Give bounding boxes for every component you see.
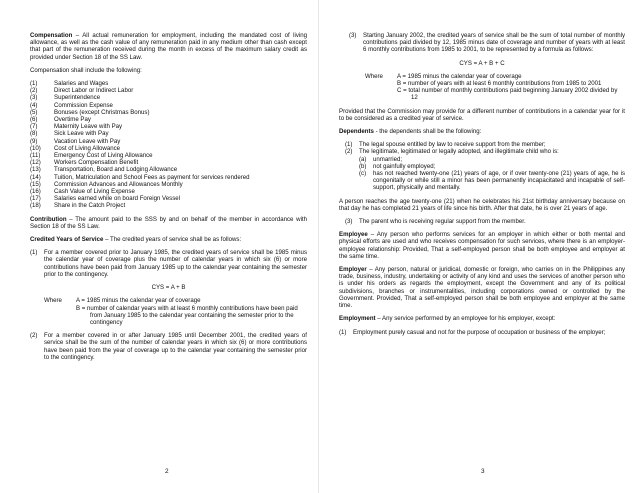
where-b: B = number of years with at least 6 monthly contributions from 1985 to 2001 (397, 80, 602, 88)
list-item-number: (18) (30, 202, 41, 210)
list-item-number: (3) (30, 94, 38, 102)
employee-term: Employee (339, 231, 368, 239)
condition-b-text: not gainfully employed; (373, 162, 436, 170)
credited-rule-3-text: Starting January 2002, the credited years of service shall be the sum of total number of monthly contributions paid divided by 12, 1985 minus date of coverage and number of years with at least 6 monthly contributions from 1985 to 2001, to be represented by a formula as follows: (363, 32, 625, 54)
where-b: B = number of calendar years with at least 6 monthly contributions have been paid from January 1985 to the calendar year containing the semester prior to the contingency (76, 304, 298, 326)
dependent-1-number: (1) (345, 141, 353, 149)
employment-exception-1 (339, 329, 625, 336)
list-item (30, 109, 307, 116)
where-label: Where (365, 72, 383, 80)
dependent-2 (345, 148, 625, 155)
condition-a-text: unmarried; (373, 155, 403, 163)
list-item-text: Direct Labor or Indirect Labor (54, 87, 134, 95)
list-item-number: (14) (30, 173, 41, 181)
list-item-text: Cost of Living Allowance (54, 144, 121, 152)
proviso-paragraph: Provided that the Commission may provide for a different number of contributions in a calendar year for it to be considered as a credited year of service. (339, 107, 625, 122)
list-item-text: Maternity Leave with Pay (54, 123, 123, 131)
list-item-text: Salaries earned while on board Foreign Vessel (54, 195, 181, 203)
list-item (30, 202, 307, 209)
where-body (76, 297, 307, 326)
condition-c-text: has not reached twenty-one (21) years of age, or if over twenty-one (21) years of age, he is congenitally or while still a minor has been permanently incapacitated and incapable of self-support, physically and mentally. (373, 170, 625, 192)
contribution-text: – The amount paid to the SSS by and on behalf of the member in accordance with Section 18 of the SS Law. (30, 215, 307, 230)
dependents-definition (339, 128, 625, 135)
where-body (397, 73, 625, 102)
condition-c (359, 170, 625, 192)
list-item-text: Sick Leave with Pay (54, 130, 109, 138)
dependent-3-text: The parent who is receiving regular support from the member. (359, 218, 526, 226)
list-item-number: (10) (30, 144, 41, 152)
credited-rule-3 (339, 32, 625, 54)
list-item (30, 130, 307, 137)
list-item (30, 166, 307, 173)
list-item-number: (8) (30, 130, 38, 138)
list-item (30, 195, 307, 202)
compensation-definition (30, 32, 307, 61)
credited-years-text: – The credited years of service shall be as follows: (103, 236, 242, 244)
employment-text: – Any service performed by an employee for his employer, except: (375, 315, 556, 323)
list-item-text: Share in the Catch Project (54, 202, 126, 210)
list-item-text: Commission Advances and Allowances Monthly (54, 180, 183, 188)
dependent-1 (345, 141, 625, 148)
employee-text: – Any person who performs services for an employer in which either or both mental and physical efforts are used and who receives compensation for such services, where there is an employer-employee relationship: Provided, That a self-employed person shall be both employee and employer at the same time. (339, 231, 625, 260)
condition-b-letter: (b) (359, 162, 367, 170)
list-item (30, 94, 307, 101)
condition-a (359, 156, 625, 163)
where-a: A = 1985 minus the calendar year of coverage (76, 297, 201, 305)
age-paragraph: A person reaches the age twenty-one (21) when he celebrates his 21st birthday anniversary because on that day he has completed 21 years of life since his birth. After that date, he is over 21 years of age. (339, 197, 625, 212)
list-item (30, 87, 307, 94)
credited-years-term: Credited Years of Service (30, 236, 104, 244)
credited-rule-1-text: For a member covered prior to January 1985, the credited years of service shall be 1985 minus the calendar year of coverage plus the number of calendar years in which six (6) or more contributions have been paid from January 1985 up to the calendar year containing the semester prior to the contingency. (44, 249, 307, 278)
dependents-text: - the dependents shall be the following: (373, 128, 482, 136)
list-item-number: (9) (30, 137, 38, 145)
list-item-number: (2) (30, 87, 38, 95)
list-item-number: (12) (30, 159, 41, 167)
where-label: Where (44, 297, 62, 305)
page-number: 3 (481, 468, 485, 475)
credited-rule-1-formula: CYS = A + B (151, 284, 186, 292)
list-item (30, 102, 307, 109)
employer-text: – Any person, natural or juridical, domestic or foreign, who carries on in the Philippines any trade, business, industry, undertaking or activity of any kind and uses the services of another person who is under his orders as regards the employment, except the Government and any of its political subdivisions, branches or instrumentalities, including corporations owned or controlled by the Government. Provided, That a self-employed person shall be both employee and employer at the same time. (339, 266, 625, 310)
dependents-term: Dependents (339, 128, 374, 136)
dependent-2-number: (2) (345, 148, 353, 156)
list-item-text: Commission Expense (54, 101, 113, 109)
list-item-text: Vacation Leave with Pay (54, 137, 121, 145)
list-item-number: (16) (30, 188, 41, 196)
list-item (30, 80, 307, 87)
employment-term: Employment (339, 315, 376, 323)
employer-term: Employer (339, 266, 367, 274)
list-item-number: (5) (30, 108, 38, 116)
where-a: A = 1985 minus the calendar year of coverage (397, 72, 522, 80)
compensation-text: – All actual remuneration for employment, including the mandated cost of living allowance, as well as the cash value of any remuneration paid in any medium other than cash except that part of the remuneration received during the month in excess of the maximum salary credit as provided under Section 18 of the SS Law. (30, 32, 307, 61)
list-item (30, 116, 307, 123)
employer-definition (339, 266, 625, 309)
credited-rule-1-number: (1) (30, 249, 38, 257)
credited-rule-3-formula: CYS = A + B + C (459, 59, 505, 67)
exception-1-number: (1) (339, 328, 347, 336)
right-column (339, 32, 625, 336)
list-item-number: (6) (30, 116, 38, 124)
list-item-number: (7) (30, 123, 38, 131)
dependent-3-number: (3) (345, 218, 353, 226)
compensation-intro: Compensation shall include the following: (30, 66, 142, 74)
list-item (30, 152, 307, 159)
list-item-text: Superintendence (54, 94, 101, 102)
list-item (30, 181, 307, 188)
list-item (30, 159, 307, 166)
dependent-3 (345, 218, 625, 225)
credited-rule-1 (30, 249, 307, 278)
condition-c-letter: (c) (359, 170, 367, 178)
credited-rule-3-number: (3) (349, 32, 357, 39)
employment-definition (339, 315, 625, 322)
compensation-list (30, 80, 307, 210)
page-right (319, 0, 638, 493)
condition-b (359, 163, 625, 170)
list-item-text: Emergency Cost of Living Allowance (54, 152, 153, 160)
list-item-number: (13) (30, 166, 41, 174)
page-number: 2 (165, 468, 169, 475)
list-item-text: Bonuses (except Christmas Bonus) (54, 108, 150, 116)
list-item (30, 145, 307, 152)
list-item-text: Workers Compensation Benefit (54, 159, 139, 167)
contribution-definition (30, 216, 307, 230)
dependent-1-text: The legal spouse entitled by law to receive support from the member; (359, 141, 546, 149)
condition-a-letter: (a) (359, 155, 367, 163)
list-item (30, 123, 307, 130)
list-item-text: Overtime Pay (54, 116, 91, 124)
compensation-term: Compensation (30, 32, 73, 39)
credited-rule-3-where (365, 73, 625, 102)
list-item-number: (1) (30, 80, 38, 88)
list-item (30, 174, 307, 181)
dependent-2-conditions (359, 156, 625, 192)
list-item (30, 188, 307, 195)
list-item-text: Tuition, Matriculation and School Fees as payment for services rendered (54, 173, 250, 181)
left-column (30, 32, 307, 367)
list-item-text: Salaries and Wages (54, 80, 109, 88)
credited-rule-2 (30, 332, 307, 361)
where-c: C = total number of monthly contributions paid beginning January 2002 divided by 12 (397, 87, 618, 102)
list-item-text: Transportation, Board and Lodging Allowance (54, 166, 178, 174)
exception-1-text: Employment purely casual and not for the purpose of occupation or business of the employer; (353, 328, 606, 336)
list-item-number: (15) (30, 180, 41, 188)
list-item-number: (4) (30, 101, 38, 109)
credited-years-definition (30, 236, 307, 243)
credited-rule-2-number: (2) (30, 332, 38, 340)
credited-rule-1-where (44, 297, 307, 326)
credited-rule-2-text: For a member covered in or after January 1985 until December 2001, the credited years of service shall be the sum of the number of calendar years in which six (6) or more contributions have been paid from the year of coverage up to the calendar year containing the semester prior to the contingency. (44, 332, 307, 361)
contribution-term: Contribution (30, 215, 67, 223)
list-item (30, 138, 307, 145)
dependents-list (345, 141, 625, 191)
employee-definition (339, 231, 625, 260)
list-item-text: Cash Value of Living Expense (54, 188, 135, 196)
list-item-number: (11) (30, 152, 41, 160)
dependent-2-text: The legitimate, legitimated or legally adopted, and illegitimate child who is: (359, 148, 559, 156)
list-item-number: (17) (30, 195, 41, 203)
